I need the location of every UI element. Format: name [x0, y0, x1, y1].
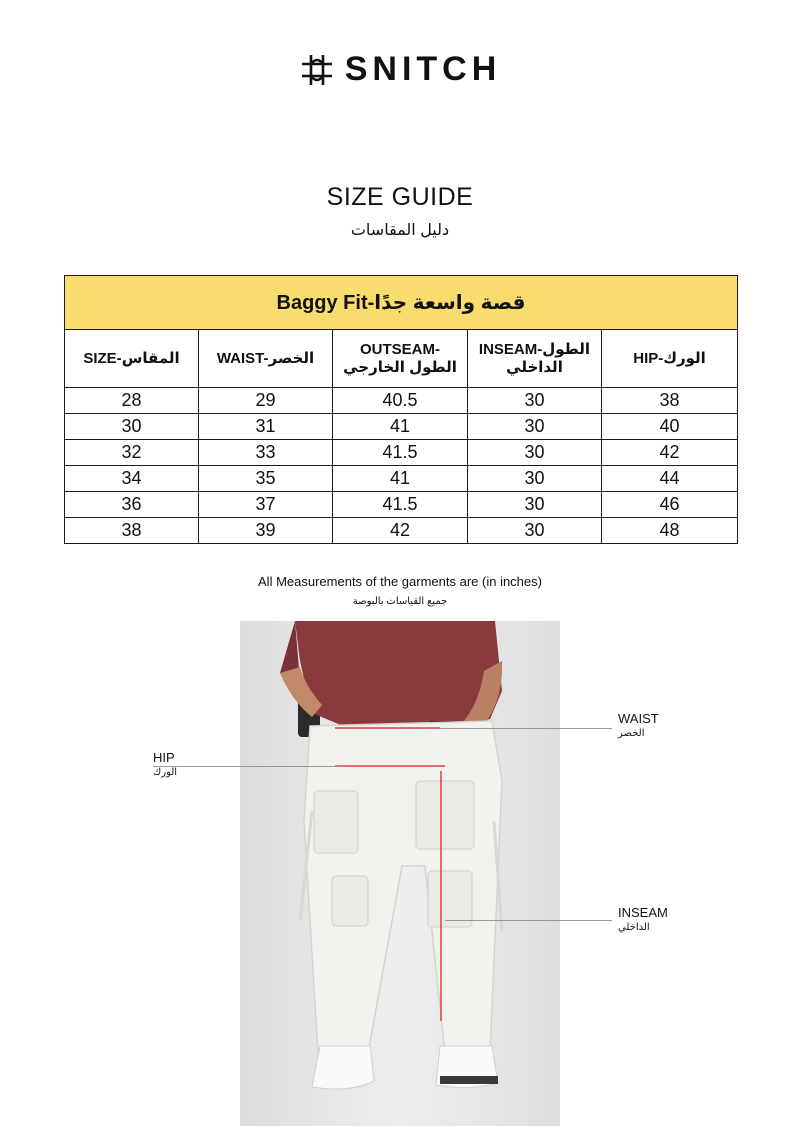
column-header-line2: الطول الخارجي [343, 358, 457, 376]
column-header-line1: HIP-الورك [633, 349, 706, 367]
inseam-leader-line [445, 920, 612, 921]
column-header-line1: WAIST-الخصر [216, 349, 315, 367]
measurement-note: All Measurements of the garments are (in inches) [258, 574, 542, 589]
table-cell: 41 [333, 466, 468, 492]
model-photo [240, 621, 560, 1126]
column-header [65, 330, 199, 388]
table-cell: 44 [602, 466, 738, 492]
inseam-callout [618, 905, 668, 933]
table-cell: 37 [199, 492, 333, 518]
column-header-line1: INSEAM-الطول [478, 340, 591, 358]
waist-callout [618, 711, 659, 739]
brand-name: SNITCH [344, 50, 502, 88]
table-cell: 30 [65, 414, 199, 440]
table-row [65, 466, 738, 492]
column-header-line2: الداخلي [506, 358, 563, 376]
waist-label-arabic: الخصر [618, 728, 645, 739]
column-header [468, 330, 602, 388]
table-cell: 42 [333, 518, 468, 544]
table-cell: 38 [602, 388, 738, 414]
table-cell: 30 [468, 440, 602, 466]
table-cell: 32 [65, 440, 199, 466]
table-cell: 41.5 [333, 440, 468, 466]
table-cell: 34 [65, 466, 199, 492]
inseam-label-arabic: الداخلي [618, 922, 650, 933]
hash-grid-icon [299, 52, 335, 88]
table-cell: 30 [468, 492, 602, 518]
inseam-label: INSEAM [618, 905, 668, 920]
column-header [199, 330, 333, 388]
table-row [65, 492, 738, 518]
column-header-line1: SIZE-المقاس [83, 349, 180, 367]
table-body [65, 388, 738, 544]
hip-callout [153, 750, 177, 778]
table-row [65, 440, 738, 466]
table-cell: 41 [333, 414, 468, 440]
table-cell: 39 [199, 518, 333, 544]
hip-leader-line [153, 766, 340, 767]
table-row [65, 518, 738, 544]
table-cell: 38 [65, 518, 199, 544]
column-header-row [65, 330, 738, 388]
table-cell: 41.5 [333, 492, 468, 518]
table-cell: 48 [602, 518, 738, 544]
page-title: SIZE GUIDE [326, 183, 474, 211]
table-cell: 30 [468, 414, 602, 440]
hip-label: HIP [153, 750, 175, 765]
table-cell: 40.5 [333, 388, 468, 414]
page-title-arabic: دليل المقاسات [350, 222, 450, 239]
table-cell: 30 [468, 466, 602, 492]
table-cell: 46 [602, 492, 738, 518]
table-cell: 33 [199, 440, 333, 466]
fit-label: Baggy Fit-قصة واسعة جدًا [65, 276, 738, 330]
size-table [64, 275, 738, 544]
table-cell: 31 [199, 414, 333, 440]
column-header-line1: OUTSEAM- [360, 340, 440, 358]
table-cell: 36 [65, 492, 199, 518]
table-cell: 35 [199, 466, 333, 492]
table-cell: 30 [468, 518, 602, 544]
table-cell: 42 [602, 440, 738, 466]
waist-leader-line [440, 728, 612, 729]
table-cell: 28 [65, 388, 199, 414]
column-header [602, 330, 738, 388]
table-cell: 29 [199, 388, 333, 414]
waist-label: WAIST [618, 711, 659, 726]
table-cell: 40 [602, 414, 738, 440]
table-cell: 30 [468, 388, 602, 414]
measurement-note-arabic: جميع القياسات بالبوصة [352, 596, 448, 607]
brand-logo [0, 50, 800, 89]
table-row [65, 388, 738, 414]
column-header [333, 330, 468, 388]
table-row [65, 414, 738, 440]
hip-label-arabic: الورك [153, 767, 178, 778]
